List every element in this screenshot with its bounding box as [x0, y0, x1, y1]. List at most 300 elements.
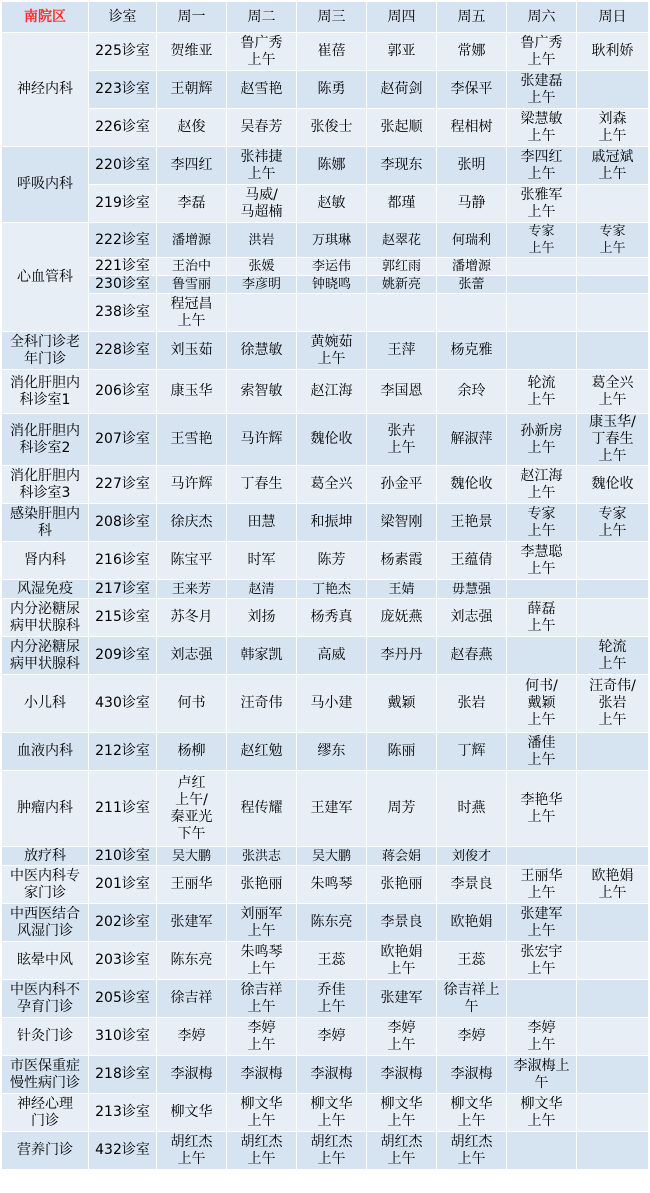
doctor-cell [577, 294, 649, 332]
doctor-cell: 李淑梅 [157, 1056, 227, 1094]
room-number: 205诊室 [89, 980, 157, 1018]
doctor-cell: 钟晓鸣 [297, 276, 367, 294]
doctor-cell: 魏伦收 [437, 466, 507, 504]
schedule-body [2, 33, 649, 1170]
doctor-cell: 贺维亚 [157, 33, 227, 71]
doctor-cell [577, 847, 649, 866]
schedule-row [2, 675, 649, 733]
doctor-cell: 杨柳 [157, 733, 227, 771]
room-number: 206诊室 [89, 370, 157, 414]
doctor-cell: 赵江海 [297, 370, 367, 414]
doctor-cell: 张起顺 [367, 109, 437, 147]
room-number: 209诊室 [89, 637, 157, 675]
doctor-cell: 汪奇伟 [227, 675, 297, 733]
doctor-cell: 李磊 [157, 185, 227, 223]
department-name: 眩晕中风 [2, 942, 89, 980]
doctor-cell: 马许辉 [157, 466, 227, 504]
doctor-cell: 韩家凯 [227, 637, 297, 675]
schedule-row [2, 185, 649, 223]
doctor-cell [577, 733, 649, 771]
doctor-cell: 张宏宇 上午 [507, 942, 577, 980]
doctor-cell: 专家 上午 [507, 504, 577, 542]
doctor-cell: 李景良 [437, 866, 507, 904]
doctor-cell: 张俊士 [297, 109, 367, 147]
schedule-row [2, 223, 649, 258]
doctor-cell: 程相树 [437, 109, 507, 147]
room-number: 218诊室 [89, 1056, 157, 1094]
schedule-row [2, 276, 649, 294]
department-name: 针灸门诊 [2, 1018, 89, 1056]
doctor-cell: 李婷 上午 [507, 1018, 577, 1056]
day-header: 周三 [297, 2, 367, 33]
schedule-row [2, 733, 649, 771]
campus-label: 南院区 [2, 2, 89, 33]
doctor-cell [577, 542, 649, 580]
doctor-cell: 康玉华 [157, 370, 227, 414]
schedule-row [2, 980, 649, 1018]
department-name: 内分泌糖尿 病甲状腺科 [2, 599, 89, 637]
doctor-cell: 张洪志 [227, 847, 297, 866]
doctor-cell: 张艳丽 [227, 866, 297, 904]
doctor-cell [507, 276, 577, 294]
doctor-cell [577, 599, 649, 637]
room-number: 222诊室 [89, 223, 157, 258]
doctor-cell: 吴大鹏 [157, 847, 227, 866]
room-number: 226诊室 [89, 109, 157, 147]
department-name: 中医内科不 孕育门诊 [2, 980, 89, 1018]
schedule-row [2, 1094, 649, 1132]
doctor-cell: 李淑梅上 午 [507, 1056, 577, 1094]
doctor-cell: 马小建 [297, 675, 367, 733]
room-number: 221诊室 [89, 258, 157, 276]
doctor-cell: 李婷 [297, 1018, 367, 1056]
schedule-row [2, 147, 649, 185]
doctor-cell: 张蕾 [437, 276, 507, 294]
doctor-cell: 张卉 上午 [367, 414, 437, 466]
doctor-cell: 赵江海 上午 [507, 466, 577, 504]
doctor-cell: 徐吉祥 上午 [227, 980, 297, 1018]
doctor-cell: 梁智刚 [367, 504, 437, 542]
doctor-cell: 刘志强 [437, 599, 507, 637]
doctor-cell: 鲁雪丽 [157, 276, 227, 294]
doctor-cell: 郭亚 [367, 33, 437, 71]
doctor-cell: 赵敏 [297, 185, 367, 223]
doctor-cell [577, 1056, 649, 1094]
doctor-cell: 赵翠花 [367, 223, 437, 258]
doctor-cell: 胡红杰 上午 [157, 1132, 227, 1170]
room-number: 213诊室 [89, 1094, 157, 1132]
doctor-cell [577, 276, 649, 294]
doctor-cell: 都瑾 [367, 185, 437, 223]
doctor-cell: 陈娜 [297, 147, 367, 185]
doctor-cell: 欧艳娟 上午 [367, 942, 437, 980]
room-number: 202诊室 [89, 904, 157, 942]
doctor-cell: 刘玉茹 [157, 332, 227, 370]
doctor-cell: 张雅军 上午 [507, 185, 577, 223]
doctor-cell: 陈勇 [297, 71, 367, 109]
doctor-cell [577, 771, 649, 847]
doctor-cell [577, 904, 649, 942]
doctor-cell: 康玉华/ 丁春生 上午 [577, 414, 649, 466]
doctor-cell: 胡红杰 上午 [437, 1132, 507, 1170]
room-number: 220诊室 [89, 147, 157, 185]
schedule-row [2, 258, 649, 276]
doctor-cell: 王治中 [157, 258, 227, 276]
department-name: 中西医结合 风湿门诊 [2, 904, 89, 942]
doctor-cell: 潘增源 [157, 223, 227, 258]
room-number: 310诊室 [89, 1018, 157, 1056]
doctor-cell: 朱鸣琴 [297, 866, 367, 904]
doctor-cell [507, 637, 577, 675]
doctor-cell: 李彦明 [227, 276, 297, 294]
schedule-row [2, 294, 649, 332]
doctor-cell: 王丽华 [157, 866, 227, 904]
doctor-cell: 索智敏 [227, 370, 297, 414]
doctor-cell: 孙金平 [367, 466, 437, 504]
doctor-cell: 洪岩 [227, 223, 297, 258]
schedule-row [2, 109, 649, 147]
doctor-cell: 鲁广秀 上午 [507, 33, 577, 71]
doctor-cell: 梁慧敏 上午 [507, 109, 577, 147]
doctor-cell [577, 71, 649, 109]
department-name: 呼吸内科 [2, 147, 89, 223]
doctor-cell [507, 1132, 577, 1170]
doctor-cell: 王婧 [367, 580, 437, 599]
doctor-cell: 王建军 [297, 771, 367, 847]
room-number: 230诊室 [89, 276, 157, 294]
doctor-cell: 刘丽军 上午 [227, 904, 297, 942]
department-name: 消化肝胆内 科诊室3 [2, 466, 89, 504]
department-name: 放疗科 [2, 847, 89, 866]
doctor-cell: 解淑萍 [437, 414, 507, 466]
room-number: 217诊室 [89, 580, 157, 599]
doctor-cell: 李淑梅 [437, 1056, 507, 1094]
doctor-cell: 王雪艳 [157, 414, 227, 466]
doctor-cell [577, 1094, 649, 1132]
department-name: 中医内科专 家门诊 [2, 866, 89, 904]
doctor-cell: 柳文华 上午 [367, 1094, 437, 1132]
doctor-cell: 李艳华 上午 [507, 771, 577, 847]
doctor-cell: 赵清 [227, 580, 297, 599]
room-number: 228诊室 [89, 332, 157, 370]
doctor-cell: 赵红勉 [227, 733, 297, 771]
room-number: 216诊室 [89, 542, 157, 580]
doctor-cell: 张建军 [367, 980, 437, 1018]
doctor-cell [577, 942, 649, 980]
doctor-cell: 鲁广秀 上午 [227, 33, 297, 71]
doctor-cell: 常娜 [437, 33, 507, 71]
doctor-cell: 王来芳 [157, 580, 227, 599]
doctor-cell: 张媛 [227, 258, 297, 276]
schedule-row [2, 542, 649, 580]
doctor-cell: 徐庆杰 [157, 504, 227, 542]
doctor-cell: 王艳景 [437, 504, 507, 542]
schedule-row [2, 866, 649, 904]
doctor-cell: 柳文华 [157, 1094, 227, 1132]
doctor-cell: 余玲 [437, 370, 507, 414]
doctor-cell [507, 332, 577, 370]
doctor-cell: 蒋会娟 [367, 847, 437, 866]
schedule-row [2, 847, 649, 866]
schedule-row [2, 942, 649, 980]
department-name: 市医保重症 慢性病门诊 [2, 1056, 89, 1094]
department-name: 神经内科 [2, 33, 89, 147]
doctor-cell: 李丹丹 [367, 637, 437, 675]
doctor-cell: 李现东 [367, 147, 437, 185]
doctor-cell: 戴颖 [367, 675, 437, 733]
department-name: 风湿免疫 [2, 580, 89, 599]
schedule-row [2, 370, 649, 414]
doctor-cell: 时燕 [437, 771, 507, 847]
schedule-row [2, 504, 649, 542]
doctor-cell: 何书/ 戴颖 上午 [507, 675, 577, 733]
doctor-cell: 朱鸣琴 上午 [227, 942, 297, 980]
room-number: 211诊室 [89, 771, 157, 847]
room-number: 203诊室 [89, 942, 157, 980]
doctor-cell: 李四红 [157, 147, 227, 185]
doctor-cell: 李淑梅 [227, 1056, 297, 1094]
doctor-cell: 李慧聪 上午 [507, 542, 577, 580]
doctor-cell: 王蕊 [297, 942, 367, 980]
doctor-cell: 轮流 上午 [577, 637, 649, 675]
schedule-row [2, 33, 649, 71]
doctor-cell: 徐吉祥上 午 [437, 980, 507, 1018]
doctor-cell: 胡红杰 上午 [297, 1132, 367, 1170]
doctor-cell: 赵雪艳 [227, 71, 297, 109]
doctor-cell: 丁艳杰 [297, 580, 367, 599]
department-name: 肿瘤内科 [2, 771, 89, 847]
doctor-cell: 丁春生 [227, 466, 297, 504]
day-header: 周四 [367, 2, 437, 33]
doctor-cell: 轮流 上午 [507, 370, 577, 414]
doctor-cell: 庞妩燕 [367, 599, 437, 637]
doctor-cell: 赵俊 [157, 109, 227, 147]
doctor-cell: 张建磊 上午 [507, 71, 577, 109]
room-column-header: 诊室 [89, 2, 157, 33]
doctor-cell: 刘森 上午 [577, 109, 649, 147]
doctor-cell: 张岩 [437, 675, 507, 733]
doctor-cell: 时军 [227, 542, 297, 580]
department-name: 全科门诊老 年门诊 [2, 332, 89, 370]
room-number: 238诊室 [89, 294, 157, 332]
doctor-cell: 杨素霞 [367, 542, 437, 580]
schedule-row [2, 1018, 649, 1056]
doctor-cell: 葛全兴 [297, 466, 367, 504]
doctor-cell: 刘扬 [227, 599, 297, 637]
doctor-cell: 李运伟 [297, 258, 367, 276]
schedule-row [2, 904, 649, 942]
doctor-cell: 和振坤 [297, 504, 367, 542]
doctor-cell: 陈东亮 [157, 942, 227, 980]
schedule-row [2, 414, 649, 466]
department-name: 消化肝胆内 科诊室1 [2, 370, 89, 414]
doctor-cell: 李国恩 [367, 370, 437, 414]
schedule-header [2, 2, 649, 33]
doctor-cell: 乔佳 上午 [297, 980, 367, 1018]
department-name: 感染肝胆内 科 [2, 504, 89, 542]
doctor-cell: 马静 [437, 185, 507, 223]
doctor-cell: 李景良 [367, 904, 437, 942]
doctor-cell: 李婷 上午 [367, 1018, 437, 1056]
doctor-cell: 苏冬月 [157, 599, 227, 637]
doctor-cell: 赵荷剑 [367, 71, 437, 109]
doctor-cell: 专家 上午 [577, 504, 649, 542]
doctor-cell: 孙新房 上午 [507, 414, 577, 466]
schedule-row [2, 580, 649, 599]
day-header: 周五 [437, 2, 507, 33]
room-number: 208诊室 [89, 504, 157, 542]
room-number: 430诊室 [89, 675, 157, 733]
doctor-cell: 吴大鹏 [297, 847, 367, 866]
room-number: 215诊室 [89, 599, 157, 637]
doctor-cell: 柳文华 上午 [227, 1094, 297, 1132]
doctor-cell [507, 580, 577, 599]
doctor-cell: 杨秀真 [297, 599, 367, 637]
doctor-cell: 李保平 [437, 71, 507, 109]
doctor-cell: 姚新亮 [367, 276, 437, 294]
doctor-cell: 陈丽 [367, 733, 437, 771]
doctor-cell: 马威/ 马超楠 [227, 185, 297, 223]
room-number: 223诊室 [89, 71, 157, 109]
schedule-row [2, 466, 649, 504]
doctor-cell: 陈芳 [297, 542, 367, 580]
room-number: 201诊室 [89, 866, 157, 904]
doctor-cell: 高威 [297, 637, 367, 675]
doctor-cell: 戚冠斌 上午 [577, 147, 649, 185]
doctor-cell [507, 980, 577, 1018]
department-name: 神经心理 门诊 [2, 1094, 89, 1132]
doctor-cell: 李淑梅 [297, 1056, 367, 1094]
doctor-cell [507, 258, 577, 276]
doctor-cell: 卢红 上午/ 秦亚光 下午 [157, 771, 227, 847]
doctor-cell: 陈宝平 [157, 542, 227, 580]
doctor-cell: 马许辉 [227, 414, 297, 466]
day-header: 周日 [577, 2, 649, 33]
department-name: 血液内科 [2, 733, 89, 771]
doctor-cell [577, 1018, 649, 1056]
doctor-cell: 欧艳娟 上午 [577, 866, 649, 904]
day-header: 周二 [227, 2, 297, 33]
doctor-cell: 柳文华 上午 [507, 1094, 577, 1132]
doctor-cell: 王朝辉 [157, 71, 227, 109]
doctor-cell [577, 332, 649, 370]
doctor-cell: 赵春燕 [437, 637, 507, 675]
doctor-cell: 程传耀 [227, 771, 297, 847]
doctor-cell: 专家 上午 [507, 223, 577, 258]
doctor-cell: 耿利娇 [577, 33, 649, 71]
doctor-cell: 潘增源 [437, 258, 507, 276]
department-name: 消化肝胆内 科诊室2 [2, 414, 89, 466]
doctor-cell: 胡红杰 上午 [227, 1132, 297, 1170]
schedule-row [2, 71, 649, 109]
schedule-row [2, 1132, 649, 1170]
department-name: 内分泌糖尿 病甲状腺科 [2, 637, 89, 675]
department-name: 小儿科 [2, 675, 89, 733]
day-header: 周一 [157, 2, 227, 33]
room-number: 225诊室 [89, 33, 157, 71]
doctor-cell [507, 847, 577, 866]
doctor-cell: 王蕴倩 [437, 542, 507, 580]
doctor-cell: 杨克雅 [437, 332, 507, 370]
doctor-cell: 张建军 [157, 904, 227, 942]
doctor-cell: 丁辉 [437, 733, 507, 771]
doctor-cell: 崔蓓 [297, 33, 367, 71]
room-number: 212诊室 [89, 733, 157, 771]
doctor-cell: 张艳丽 [367, 866, 437, 904]
doctor-cell [577, 980, 649, 1018]
schedule-row [2, 332, 649, 370]
doctor-cell: 王蕊 [437, 942, 507, 980]
doctor-cell [437, 294, 507, 332]
doctor-cell [297, 294, 367, 332]
doctor-cell: 柳文华 上午 [297, 1094, 367, 1132]
doctor-cell: 吴春芳 [227, 109, 297, 147]
doctor-cell [367, 294, 437, 332]
doctor-cell: 毋慧强 [437, 580, 507, 599]
doctor-cell: 程冠昌 上午 [157, 294, 227, 332]
doctor-cell: 万琪琳 [297, 223, 367, 258]
clinic-schedule-table [1, 1, 649, 1170]
doctor-cell: 专家 上午 [577, 223, 649, 258]
doctor-cell: 潘佳 上午 [507, 733, 577, 771]
department-name: 营养门诊 [2, 1132, 89, 1170]
schedule-row [2, 637, 649, 675]
room-number: 207诊室 [89, 414, 157, 466]
doctor-cell: 王丽华 上午 [507, 866, 577, 904]
doctor-cell: 田慧 [227, 504, 297, 542]
room-number: 432诊室 [89, 1132, 157, 1170]
doctor-cell: 陈东亮 [297, 904, 367, 942]
doctor-cell: 张建军 上午 [507, 904, 577, 942]
doctor-cell: 刘俊才 [437, 847, 507, 866]
doctor-cell [577, 580, 649, 599]
room-number: 219诊室 [89, 185, 157, 223]
room-number: 210诊室 [89, 847, 157, 866]
doctor-cell: 何书 [157, 675, 227, 733]
day-header: 周六 [507, 2, 577, 33]
doctor-cell: 魏伦收 [297, 414, 367, 466]
doctor-cell: 李婷 [437, 1018, 507, 1056]
doctor-cell: 周芳 [367, 771, 437, 847]
department-name: 心血管科 [2, 223, 89, 332]
doctor-cell: 薛磊 上午 [507, 599, 577, 637]
doctor-cell [227, 294, 297, 332]
doctor-cell: 汪奇伟/ 张岩 上午 [577, 675, 649, 733]
schedule-row [2, 771, 649, 847]
doctor-cell: 王萍 [367, 332, 437, 370]
doctor-cell: 徐吉祥 [157, 980, 227, 1018]
doctor-cell: 李淑梅 [367, 1056, 437, 1094]
schedule-row [2, 599, 649, 637]
doctor-cell: 徐慧敏 [227, 332, 297, 370]
doctor-cell: 欧艳娟 [437, 904, 507, 942]
department-name: 肾内科 [2, 542, 89, 580]
doctor-cell [507, 294, 577, 332]
doctor-cell: 张明 [437, 147, 507, 185]
doctor-cell: 李婷 [157, 1018, 227, 1056]
doctor-cell [577, 1132, 649, 1170]
doctor-cell: 李四红 上午 [507, 147, 577, 185]
room-number: 227诊室 [89, 466, 157, 504]
doctor-cell: 胡红杰 上午 [367, 1132, 437, 1170]
doctor-cell: 何瑞利 [437, 223, 507, 258]
doctor-cell: 刘志强 [157, 637, 227, 675]
doctor-cell [577, 185, 649, 223]
header-row [2, 2, 649, 33]
doctor-cell [577, 258, 649, 276]
doctor-cell: 李婷 上午 [227, 1018, 297, 1056]
doctor-cell: 葛全兴 上午 [577, 370, 649, 414]
